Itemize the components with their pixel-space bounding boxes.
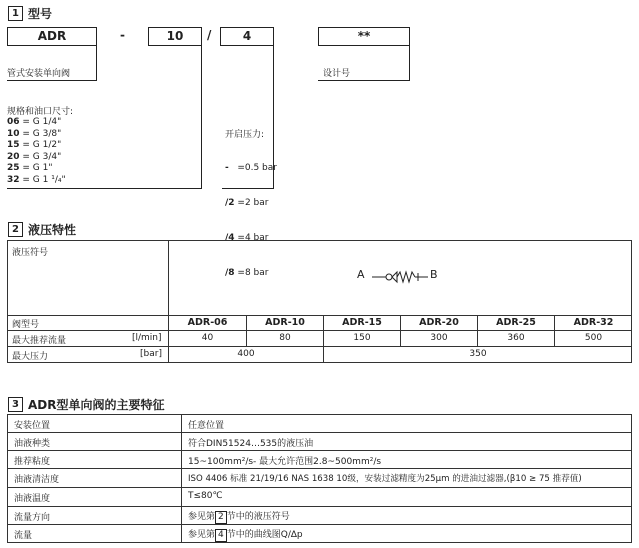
connector-line (96, 46, 97, 80)
table-row-line (7, 315, 632, 316)
table-row-line (7, 450, 632, 451)
sizes-list (7, 117, 66, 187)
section-number: 1 (8, 6, 23, 21)
label-design-number: 设计号 (323, 69, 351, 79)
model-header: ADR-10 (265, 317, 305, 328)
connector-line (201, 46, 202, 188)
section-ref-box: 2 (215, 511, 227, 524)
section-title: 液压特性 (28, 223, 77, 237)
model-header: ADR-25 (496, 317, 536, 328)
pressure-item: - =0.5 bar (225, 163, 277, 174)
section-ref-box: 4 (215, 529, 227, 542)
table-row-line (7, 432, 632, 433)
table-row-line (7, 346, 632, 347)
feature-value: ISO 4406 标准 21/19/16 NAS 1638 10级，安装过滤精度为25μm 的进油过滤器,(β10 ≥ 75 推荐值) (188, 474, 582, 484)
pressure-item: /4 =4 bar (225, 232, 269, 243)
pressure-code-box: 4 (220, 27, 274, 46)
feature-key: 油液温度 (14, 494, 51, 504)
size-item: 20 = G 3/4" (7, 151, 62, 162)
series-code-box: ADR (7, 27, 97, 46)
feature-value: 符合DIN51524…535的液压油 (188, 439, 314, 449)
model-header: ADR-20 (419, 317, 459, 328)
size-item: 25 = G 1" (7, 163, 53, 174)
model-header: ADR-32 (573, 317, 614, 328)
table-row-line (7, 468, 632, 469)
pressure-value: 350 (469, 349, 487, 359)
code-slash: / (207, 28, 212, 42)
size-code-box: 10 (148, 27, 202, 46)
row-label-flow: 最大推荐流量 (12, 336, 67, 346)
feature-value: 参见第 4 节中的曲线图Q/∆p (188, 530, 303, 540)
connector-line (7, 188, 202, 189)
section-title: 型号 (28, 7, 53, 21)
flow-unit: [l/min] (132, 333, 162, 343)
feature-key: 流量 (14, 531, 33, 541)
feature-value: T≤80℃ (188, 491, 223, 501)
feature-key: 安装位置 (14, 421, 51, 431)
pressure-item: /8 =8 bar (225, 267, 269, 278)
check-valve-symbol-icon (372, 270, 428, 284)
feature-value: 参见第 2 节中的液压符号 (188, 512, 290, 522)
table-divider (168, 240, 169, 363)
flow-value: 300 (430, 333, 448, 343)
feature-key: 推荐粘度 (14, 457, 51, 467)
size-item: 32 = G 1 ¹/₄" (7, 174, 66, 185)
table-row-line (7, 506, 632, 507)
design-code-box: ** (318, 27, 410, 46)
feature-key: 油液种类 (14, 439, 51, 449)
flow-value: 80 (279, 333, 291, 343)
feature-key: 流量方向 (14, 513, 51, 523)
table-row-line (7, 524, 632, 525)
port-b-label: B (430, 268, 438, 281)
size-item: 10 = G 3/8" (7, 128, 62, 139)
model-header: ADR-15 (342, 317, 382, 328)
flow-value: 360 (507, 333, 525, 343)
table-row-line (7, 330, 632, 331)
pressure-title: 开启压力: (225, 130, 265, 140)
label-valve-type: 管式安装单向阀 (7, 69, 71, 79)
connector-line (7, 80, 97, 81)
size-item: 06 = G 1/4" (7, 117, 62, 127)
pressure-item: /2 =2 bar (225, 197, 269, 208)
size-item: 15 = G 1/2" (7, 140, 62, 151)
flow-value: 500 (584, 333, 603, 343)
flow-value: 150 (353, 333, 371, 343)
model-header: ADR-06 (187, 317, 228, 328)
feature-key: 油液清洁度 (14, 475, 60, 485)
port-a-label: A (357, 268, 365, 281)
hydraulic-table (7, 240, 632, 363)
row-label-model: 阀型号 (12, 320, 40, 330)
symbol-label: 液压符号 (12, 248, 49, 258)
pressure-unit: [bar] (140, 349, 162, 359)
code-dash: - (120, 28, 125, 42)
connector-line (409, 46, 410, 80)
flow-value: 40 (201, 333, 214, 343)
connector-line (318, 80, 410, 81)
pressure-value: 400 (237, 349, 255, 359)
section-title: ADR型单向阀的主要特征 (28, 398, 165, 412)
section-number: 3 (8, 397, 23, 412)
feature-value: 任意位置 (188, 421, 225, 431)
section-number: 2 (8, 222, 23, 237)
feature-value: 15~100mm²/s- 最大允许范围2.8~500mm²/s (188, 457, 382, 467)
row-label-pressure: 最大压力 (12, 352, 49, 362)
table-row-line (7, 487, 632, 488)
sizes-title: 规格和油口尺寸: (7, 107, 74, 117)
